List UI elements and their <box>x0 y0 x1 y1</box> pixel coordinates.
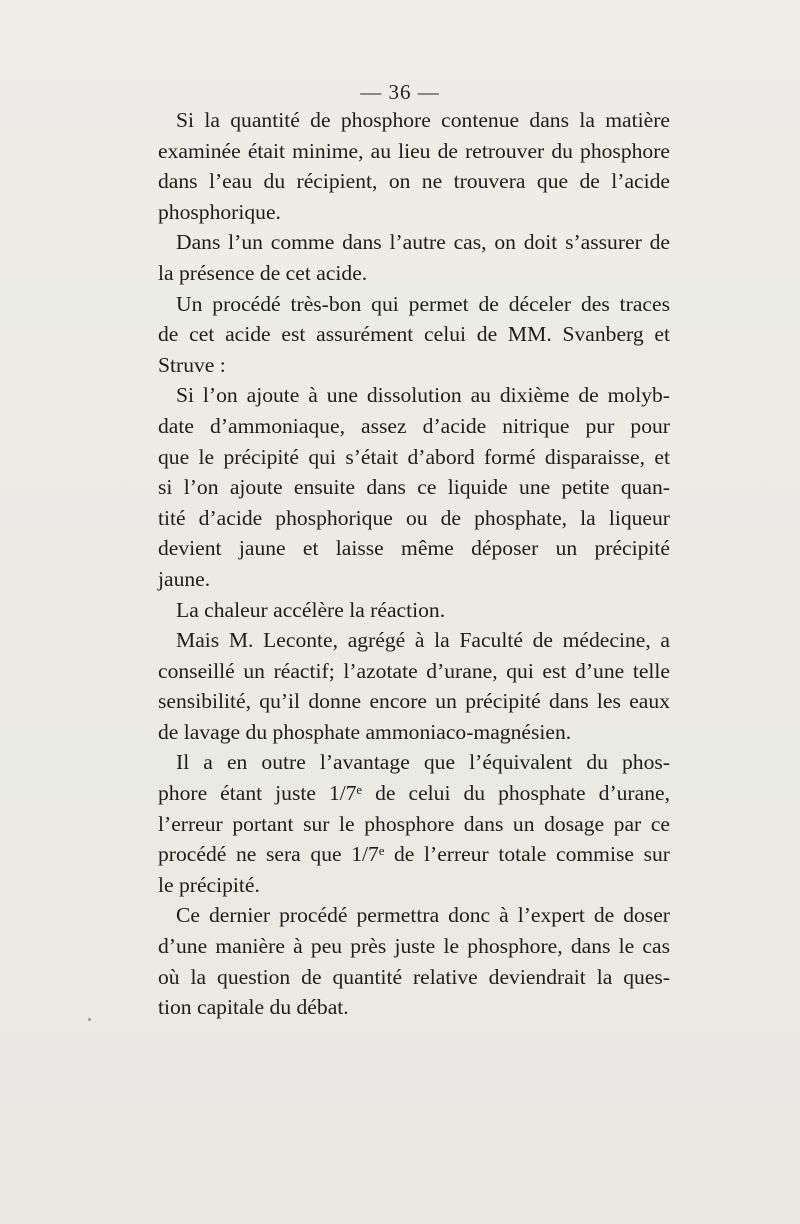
text-line: de lavage du phosphate ammoniaco-magnésien. <box>158 719 572 744</box>
text-line: Si la quantité de phosphore contenue dans la matière <box>176 108 670 132</box>
text-line: la présence de cet acide. <box>158 260 368 285</box>
body-text <box>158 105 670 1023</box>
text-line: Il a en outre l’avantage que l’équivalent du phos- <box>176 750 670 775</box>
text-line: La chaleur accélère la réaction. <box>176 597 446 622</box>
text-line: de cet acide est assurément celui de MM. Svanberg et <box>158 322 670 347</box>
text-line: d’une manière à peu près juste le phosphore, dans le cas <box>158 934 670 959</box>
page-number: — 36 — <box>360 80 440 104</box>
text-line: tion capitale du débat. <box>158 995 349 1020</box>
text-line: que le précipité qui s’était d’abord formé disparaisse, et <box>158 444 670 469</box>
paper-speck <box>88 1018 91 1021</box>
text-line: Struve : <box>158 352 226 377</box>
text-line: Ce dernier procédé permettra donc à l’expert de doser <box>176 903 670 928</box>
text-line: procédé ne sera que 1/7ᵉ de l’erreur totale commise sur <box>158 842 670 867</box>
text-line: si l’on ajoute ensuite dans ce liquide une petite quan- <box>158 475 670 500</box>
text-line: phosphorique. <box>158 199 281 224</box>
text-line: Si l’on ajoute à une dissolution au dixième de molyb- <box>176 383 670 408</box>
text-line: phore étant juste 1/7ᵉ de celui du phosphate d’urane, <box>158 781 670 806</box>
text-line: où la question de quantité relative deviendrait la ques- <box>158 964 670 989</box>
text-line: sensibilité, qu’il donne encore un précipité dans les eaux <box>158 689 670 714</box>
text-line: date d’ammoniaque, assez d’acide nitrique pur pour <box>158 413 670 438</box>
text-line: examinée était minime, au lieu de retrouver du phosphore <box>158 138 670 163</box>
text-line: tité d’acide phosphorique ou de phosphate, la liqueur <box>158 505 670 530</box>
text-line: le précipité. <box>158 872 260 897</box>
text-line: Dans l’un comme dans l’autre cas, on doit s’assurer de <box>176 230 670 255</box>
text-line: l’erreur portant sur le phosphore dans un dosage par ce <box>158 811 670 836</box>
text-line: Mais M. Leconte, agrégé à la Faculté de médecine, a <box>176 628 670 653</box>
text-line: jaune. <box>158 566 211 591</box>
text-line: Un procédé très-bon qui permet de déceler des traces <box>176 291 670 316</box>
text-line: conseillé un réactif; l’azotate d’urane, qui est d’une telle <box>158 658 670 683</box>
text-line: devient jaune et laisse même déposer un précipité <box>158 536 670 561</box>
text-line: dans l’eau du récipient, on ne trouvera que de l’acide <box>158 169 670 194</box>
